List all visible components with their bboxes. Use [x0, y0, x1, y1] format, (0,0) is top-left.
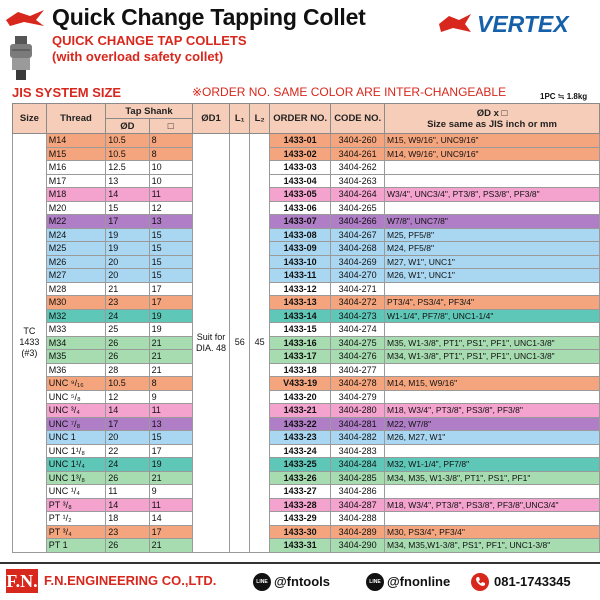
code-no-cell: 3404-263	[331, 174, 385, 188]
header-size-subtitle: Size same as JIS inch or mm	[427, 118, 557, 130]
order-no-cell: 1433-10	[270, 255, 331, 269]
order-no-cell: 1433-28	[270, 498, 331, 512]
thread-cell: UNC ³/₄	[46, 404, 105, 418]
thread-cell: M20	[46, 201, 105, 215]
order-no-cell: 1433-01	[270, 134, 331, 148]
square-cell: 17	[149, 282, 192, 296]
order-no-cell: 1433-23	[270, 431, 331, 445]
code-no-cell: 3404-287	[331, 498, 385, 512]
order-no-cell: 1433-26	[270, 471, 331, 485]
square-cell: 19	[149, 458, 192, 472]
header-order-no: ORDER NO.	[270, 104, 331, 134]
table-row	[13, 444, 600, 458]
od-cell: 20	[106, 431, 149, 445]
table-row	[13, 255, 600, 269]
square-cell: 15	[149, 431, 192, 445]
page-header	[0, 0, 600, 82]
code-no-cell: 3404-284	[331, 458, 385, 472]
square-cell: 8	[149, 147, 192, 161]
square-cell: 10	[149, 161, 192, 175]
square-cell: 9	[149, 485, 192, 499]
thread-cell: M34	[46, 336, 105, 350]
size-same-cell: M25, PF5/8"	[385, 228, 600, 242]
od-cell: 10.5	[106, 147, 149, 161]
table-body	[13, 134, 600, 553]
order-no-cell: 1433-03	[270, 161, 331, 175]
code-no-cell: 3404-266	[331, 215, 385, 229]
thread-cell: M18	[46, 188, 105, 202]
size-same-cell	[385, 323, 600, 337]
l1-cell: 56	[230, 134, 250, 553]
table-row	[13, 350, 600, 364]
thread-cell: M22	[46, 215, 105, 229]
code-no-cell: 3404-278	[331, 377, 385, 391]
order-no-cell: 1433-30	[270, 525, 331, 539]
od-cell: 10.5	[106, 377, 149, 391]
table-row	[13, 390, 600, 404]
od-cell: 23	[106, 525, 149, 539]
interchangeable-note: ※ORDER NO. SAME COLOR ARE INTER-CHANGEABLE	[192, 85, 507, 99]
code-no-cell: 3404-275	[331, 336, 385, 350]
l2-cell: 45	[250, 134, 270, 553]
square-cell: 21	[149, 539, 192, 553]
collet-product-image	[6, 36, 36, 82]
square-cell: 11	[149, 404, 192, 418]
thread-cell: UNC ⁷/₈	[46, 417, 105, 431]
code-no-cell: 3404-274	[331, 323, 385, 337]
line-id-fnonline[interactable]: @fnonline	[387, 574, 451, 589]
table-row	[13, 134, 600, 148]
code-no-cell: 3404-267	[331, 228, 385, 242]
table-row	[13, 201, 600, 215]
od-cell: 12	[106, 390, 149, 404]
company-name: F.N.ENGINEERING CO.,LTD.	[44, 573, 217, 588]
order-no-cell: 1433-07	[270, 215, 331, 229]
od-cell: 26	[106, 471, 149, 485]
od-cell: 18	[106, 512, 149, 526]
size-same-cell	[385, 444, 600, 458]
code-no-cell: 3404-276	[331, 350, 385, 364]
code-no-cell: 3404-290	[331, 539, 385, 553]
thread-cell: PT 1	[46, 539, 105, 553]
header-l1: L₁	[230, 104, 250, 134]
od-cell: 23	[106, 296, 149, 310]
thread-cell: M24	[46, 228, 105, 242]
table-row	[13, 161, 600, 175]
size-same-cell: M18, W3/4", PT3/8", PS3/8", PF3/8",UNC3/4"	[385, 498, 600, 512]
order-no-cell: 1433-08	[270, 228, 331, 242]
square-cell: 14	[149, 512, 192, 526]
table-row	[13, 525, 600, 539]
code-no-cell: 3404-289	[331, 525, 385, 539]
order-no-cell: V433-19	[270, 377, 331, 391]
order-no-cell: 1433-21	[270, 404, 331, 418]
square-cell: 11	[149, 188, 192, 202]
size-same-cell	[385, 512, 600, 526]
phone-icon	[471, 573, 489, 591]
thread-cell: M32	[46, 309, 105, 323]
size-same-cell: M14, W9/16", UNC9/16"	[385, 147, 600, 161]
square-cell: 19	[149, 309, 192, 323]
thread-cell: UNC ¹/₄	[46, 485, 105, 499]
table-row	[13, 147, 600, 161]
code-no-cell: 3404-261	[331, 147, 385, 161]
thread-cell: M14	[46, 134, 105, 148]
code-no-cell: 3404-260	[331, 134, 385, 148]
thread-cell: M33	[46, 323, 105, 337]
page-title: Quick Change Tapping Collet	[52, 4, 366, 30]
eagle-logo-icon	[4, 8, 48, 28]
square-cell: 8	[149, 134, 192, 148]
brand-name: VERTEX	[477, 11, 569, 36]
size-same-cell	[385, 201, 600, 215]
code-no-cell: 3404-262	[331, 161, 385, 175]
thread-cell: M26	[46, 255, 105, 269]
size-same-cell: M22, W7/8"	[385, 417, 600, 431]
size-same-cell	[385, 390, 600, 404]
collet-spec-table	[12, 103, 600, 553]
od-cell: 17	[106, 417, 149, 431]
header-od1: ØD1	[192, 104, 230, 134]
order-no-cell: 1433-15	[270, 323, 331, 337]
square-cell: 13	[149, 417, 192, 431]
thread-cell: UNC 1¹/₄	[46, 458, 105, 472]
od-cell: 14	[106, 404, 149, 418]
header-thread: Thread	[46, 104, 105, 134]
page-footer	[0, 565, 600, 600]
square-cell: 15	[149, 255, 192, 269]
order-no-cell: 1433-05	[270, 188, 331, 202]
thread-cell: M17	[46, 174, 105, 188]
square-cell: 9	[149, 390, 192, 404]
square-cell: 10	[149, 174, 192, 188]
fn-logo: F.N.	[6, 571, 38, 591]
od-cell: 24	[106, 309, 149, 323]
code-no-cell: 3404-273	[331, 309, 385, 323]
table-row	[13, 485, 600, 499]
od-cell: 20	[106, 255, 149, 269]
code-no-cell: 3404-277	[331, 363, 385, 377]
line-id-fntools[interactable]: @fntools	[274, 574, 330, 589]
size-same-cell	[385, 161, 600, 175]
od-cell: 19	[106, 228, 149, 242]
square-cell: 21	[149, 336, 192, 350]
code-no-cell: 3404-269	[331, 255, 385, 269]
od-cell: 12.5	[106, 161, 149, 175]
line-icon: LINE	[366, 573, 384, 591]
code-no-cell: 3404-270	[331, 269, 385, 283]
od-cell: 15	[106, 201, 149, 215]
order-no-cell: 1433-18	[270, 363, 331, 377]
order-no-cell: 1433-31	[270, 539, 331, 553]
header-size: Size	[13, 104, 47, 134]
thread-cell: M27	[46, 269, 105, 283]
square-cell: 17	[149, 525, 192, 539]
thread-cell: M36	[46, 363, 105, 377]
table-row	[13, 377, 600, 391]
code-no-cell: 3404-264	[331, 188, 385, 202]
order-no-cell: 1433-12	[270, 282, 331, 296]
order-no-cell: 1433-20	[270, 390, 331, 404]
size-same-cell: M24, PF5/8"	[385, 242, 600, 256]
order-no-cell: 1433-02	[270, 147, 331, 161]
od-cell: 13	[106, 174, 149, 188]
thread-cell: UNC 1¹/₈	[46, 444, 105, 458]
vertex-brand-logo	[437, 10, 597, 36]
size-same-cell	[385, 174, 600, 188]
table-row	[13, 539, 600, 553]
size-same-cell: M34, M35,W1-3/8", PS1", PF1", UNC1-3/8"	[385, 539, 600, 553]
table-row	[13, 431, 600, 445]
footer-divider	[0, 562, 600, 564]
od-cell: 10.5	[106, 134, 149, 148]
square-cell: 15	[149, 269, 192, 283]
code-no-cell: 3404-285	[331, 471, 385, 485]
order-no-cell: 1433-06	[270, 201, 331, 215]
order-no-cell: 1433-29	[270, 512, 331, 526]
size-same-cell: M32, W1-1/4", PF7/8"	[385, 458, 600, 472]
od-cell: 26	[106, 336, 149, 350]
order-no-cell: 1433-24	[270, 444, 331, 458]
line-icon: LINE	[253, 573, 271, 591]
order-no-cell: 1433-17	[270, 350, 331, 364]
thread-cell: M15	[46, 147, 105, 161]
thread-cell: M16	[46, 161, 105, 175]
table-row	[13, 188, 600, 202]
size-same-cell	[385, 485, 600, 499]
square-cell: 17	[149, 296, 192, 310]
subtitle-secondary: (with overload safety collet)	[52, 49, 224, 64]
size-same-cell: M15, W9/16", UNC9/16"	[385, 134, 600, 148]
code-no-cell: 3404-279	[331, 390, 385, 404]
table-row	[13, 282, 600, 296]
size-same-cell	[385, 363, 600, 377]
table-row	[13, 269, 600, 283]
od-cell: 26	[106, 350, 149, 364]
square-cell: 15	[149, 242, 192, 256]
order-no-cell: 1433-09	[270, 242, 331, 256]
square-cell: 21	[149, 363, 192, 377]
table-row	[13, 309, 600, 323]
jis-system-size-label: JIS SYSTEM SIZE	[12, 85, 122, 100]
size-same-cell: W1-1/4", PF7/8", UNC1-1/4"	[385, 309, 600, 323]
thread-cell: UNC ⁹/₁₆	[46, 377, 105, 391]
order-no-cell: 1433-14	[270, 309, 331, 323]
size-cell: TC 1433 (#3)	[13, 134, 47, 553]
table-row	[13, 228, 600, 242]
table-row	[13, 458, 600, 472]
thread-cell: PT ³/₄	[46, 525, 105, 539]
order-no-cell: 1433-25	[270, 458, 331, 472]
subtitle-primary: QUICK CHANGE TAP COLLETS	[52, 33, 247, 48]
header-size-title: ØD x □	[476, 107, 508, 119]
size-same-cell: M34, M35, W1-3/8", PT1", PS1", PF1"	[385, 471, 600, 485]
size-same-cell: PT3/4", PS3/4", PF3/4"	[385, 296, 600, 310]
table-row	[13, 336, 600, 350]
thread-cell: UNC 1	[46, 431, 105, 445]
od-cell: 17	[106, 215, 149, 229]
header-code-no: CODE NO.	[331, 104, 385, 134]
table-row	[13, 404, 600, 418]
table-row	[13, 498, 600, 512]
code-no-cell: 3404-283	[331, 444, 385, 458]
table-row	[13, 242, 600, 256]
square-cell: 11	[149, 498, 192, 512]
od1-cell: Suit for DIA. 48	[192, 134, 230, 553]
order-no-cell: 1433-04	[270, 174, 331, 188]
od-cell: 14	[106, 188, 149, 202]
size-same-cell: W3/4", UNC3/4", PT3/8", PS3/8", PF3/8"	[385, 188, 600, 202]
header-size-same	[385, 104, 600, 134]
thread-cell: M28	[46, 282, 105, 296]
thread-cell: PT ³/₈	[46, 498, 105, 512]
thread-cell: UNC ⁵/₈	[46, 390, 105, 404]
square-cell: 13	[149, 215, 192, 229]
thread-cell: UNC 1³/₈	[46, 471, 105, 485]
od-cell: 28	[106, 363, 149, 377]
size-same-cell: M34, W1-3/8", PT1", PS1", PF1", UNC1-3/8"	[385, 350, 600, 364]
phone-number[interactable]: 081-1743345	[494, 574, 571, 589]
od-cell: 20	[106, 269, 149, 283]
table-row	[13, 417, 600, 431]
header-od: ØD	[106, 119, 149, 134]
od-cell: 22	[106, 444, 149, 458]
square-cell: 21	[149, 471, 192, 485]
square-cell: 12	[149, 201, 192, 215]
order-no-cell: 1433-16	[270, 336, 331, 350]
table-row	[13, 363, 600, 377]
square-cell: 17	[149, 444, 192, 458]
table-row	[13, 215, 600, 229]
code-no-cell: 3404-281	[331, 417, 385, 431]
code-no-cell: 3404-265	[331, 201, 385, 215]
od-cell: 21	[106, 282, 149, 296]
thread-cell: PT ¹/₂	[46, 512, 105, 526]
header-tap-shank: Tap Shank	[106, 104, 193, 119]
thread-cell: M30	[46, 296, 105, 310]
code-no-cell: 3404-288	[331, 512, 385, 526]
table-row	[13, 471, 600, 485]
size-same-cell: M26, W1", UNC1"	[385, 269, 600, 283]
order-no-cell: 1433-11	[270, 269, 331, 283]
header-l2: L₂	[250, 104, 270, 134]
code-no-cell: 3404-268	[331, 242, 385, 256]
code-no-cell: 3404-286	[331, 485, 385, 499]
size-same-cell: M35, W1-3/8", PT1", PS1", PF1", UNC1-3/8"	[385, 336, 600, 350]
size-same-cell	[385, 282, 600, 296]
square-cell: 19	[149, 323, 192, 337]
size-same-cell: M30, PS3/4", PF3/4"	[385, 525, 600, 539]
thread-cell: M35	[46, 350, 105, 364]
size-same-cell: M18, W3/4", PT3/8", PS3/8", PF3/8"	[385, 404, 600, 418]
thread-cell: M25	[46, 242, 105, 256]
order-no-cell: 1433-22	[270, 417, 331, 431]
od-cell: 14	[106, 498, 149, 512]
od-cell: 24	[106, 458, 149, 472]
code-no-cell: 3404-280	[331, 404, 385, 418]
od-cell: 11	[106, 485, 149, 499]
table-row	[13, 512, 600, 526]
code-no-cell: 3404-272	[331, 296, 385, 310]
square-cell: 15	[149, 228, 192, 242]
od-cell: 19	[106, 242, 149, 256]
size-same-cell: M26, M27, W1"	[385, 431, 600, 445]
order-no-cell: 1433-13	[270, 296, 331, 310]
code-no-cell: 3404-271	[331, 282, 385, 296]
table-row	[13, 323, 600, 337]
square-cell: 21	[149, 350, 192, 364]
size-same-cell: M27, W1", UNC1"	[385, 255, 600, 269]
size-same-cell: M14, M15, W9/16"	[385, 377, 600, 391]
size-same-cell: W7/8", UNC7/8"	[385, 215, 600, 229]
square-cell: 8	[149, 377, 192, 391]
od-cell: 26	[106, 539, 149, 553]
header-square: □	[149, 119, 192, 134]
table-row	[13, 174, 600, 188]
code-no-cell: 3404-282	[331, 431, 385, 445]
od-cell: 25	[106, 323, 149, 337]
weight-label: 1PC ≒ 1.8kg	[540, 92, 588, 101]
order-no-cell: 1433-27	[270, 485, 331, 499]
table-row	[13, 296, 600, 310]
